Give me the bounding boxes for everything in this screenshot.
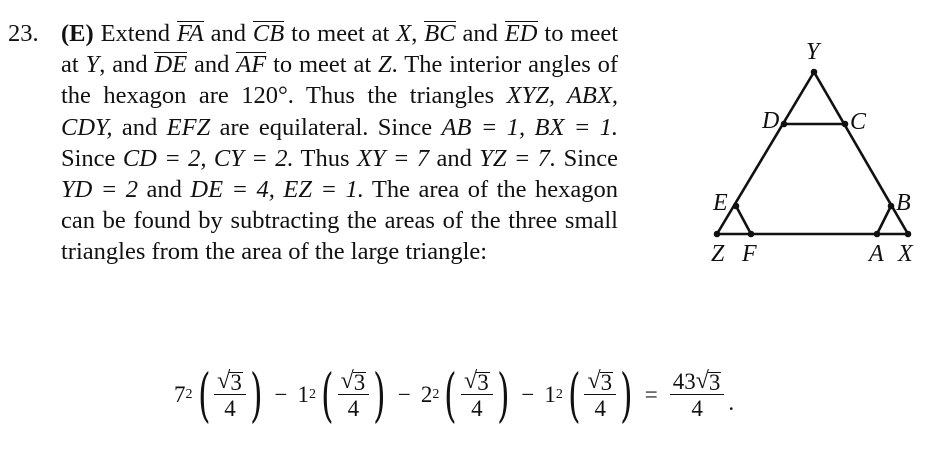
- radicand: 3: [230, 370, 242, 395]
- formula-term-4: [544, 361, 634, 429]
- radicand: 3: [600, 370, 613, 395]
- term-base: 1: [297, 382, 309, 407]
- segment-af: AF: [236, 51, 267, 79]
- text-and: and: [210, 20, 246, 47]
- sqrt-symbol: √: [695, 368, 709, 394]
- triangle-efz: EFZ: [166, 113, 211, 141]
- fraction: [214, 370, 246, 420]
- text-and: and: [462, 20, 498, 47]
- sqrt-symbol: √: [217, 368, 231, 394]
- segment-de: DE: [154, 51, 188, 79]
- text-and: and: [436, 144, 472, 172]
- term-base: 2: [420, 382, 433, 407]
- point-a-dot: [874, 231, 881, 238]
- equation-de: DE = 4, EZ = 1.: [190, 176, 364, 204]
- left-paren: (: [197, 361, 211, 429]
- point-x: X: [396, 20, 412, 47]
- segment-fa: FA: [176, 20, 204, 47]
- equation-yz: YZ = 7.: [479, 144, 557, 172]
- fraction: [584, 370, 616, 420]
- segment-ed: ED: [504, 20, 538, 47]
- result-fraction: [670, 370, 725, 420]
- term-exponent: 2: [432, 387, 440, 402]
- text-meet: to meet at: [291, 20, 390, 47]
- equation-ab: AB = 1, BX = 1.: [441, 113, 619, 141]
- point-y-dot: [811, 69, 818, 76]
- problem-number: 23.: [8, 20, 39, 47]
- label-y: Y: [806, 39, 820, 65]
- solution-paragraph: [8, 18, 618, 268]
- equation-cd: CD = 2, CY = 2.: [122, 144, 294, 172]
- sqrt-symbol: √: [340, 368, 354, 394]
- term-base: 1: [544, 382, 556, 407]
- fraction-denominator: 4: [224, 396, 236, 421]
- formula-term-3: [420, 361, 511, 429]
- minus-sign: −: [397, 382, 411, 407]
- line-e-f: [736, 206, 751, 234]
- fraction-denominator: 4: [471, 396, 483, 421]
- fraction-numerator: [584, 370, 616, 395]
- point-z: Z: [378, 51, 392, 79]
- diagram-points: [714, 69, 912, 238]
- text-thus: Thus: [300, 144, 350, 172]
- radicand: 3: [708, 370, 721, 395]
- hexagon-diagram: [690, 28, 940, 278]
- solution-text: [61, 18, 618, 268]
- result-denominator: 4: [691, 396, 703, 421]
- point-d-dot: [781, 121, 788, 128]
- point-e-dot: [733, 203, 740, 210]
- point-c-dot: [842, 121, 849, 128]
- triangle-list: XYZ, ABX, CDY,: [61, 82, 618, 141]
- equals-sign: =: [644, 382, 658, 407]
- label-c: C: [850, 109, 867, 135]
- left-paren: (: [321, 361, 334, 429]
- text-since: Since: [61, 144, 116, 172]
- label-z: Z: [711, 241, 725, 267]
- label-b: B: [896, 190, 911, 216]
- point-y: Y: [85, 51, 100, 79]
- label-e: E: [713, 190, 728, 216]
- radicand: 3: [477, 370, 489, 395]
- fraction: [338, 370, 370, 420]
- sqrt-symbol: √: [587, 368, 601, 394]
- text-meet: to meet at: [61, 20, 619, 79]
- formula-period: .: [728, 390, 735, 415]
- label-f: F: [742, 241, 757, 267]
- area-formula: [174, 360, 814, 430]
- text-and: , and: [99, 51, 148, 79]
- term-base: 7: [174, 382, 186, 407]
- text-extend: Extend: [100, 20, 170, 47]
- left-paren: (: [444, 361, 457, 429]
- radicand: 3: [353, 370, 366, 395]
- text-sentence: The area of the hexagon can be found by subtracting the areas of the three small triangles from the area of the large triangle:: [61, 176, 619, 266]
- formula-term-2: [297, 361, 387, 429]
- fraction: [461, 370, 493, 420]
- label-x: X: [898, 241, 913, 267]
- diagram-lines: [717, 72, 908, 234]
- text-sentence: are equilateral. Since: [219, 113, 433, 141]
- formula-term-1: [174, 361, 264, 429]
- result-numerator: [670, 370, 725, 395]
- point-f-dot: [748, 231, 755, 238]
- term-exponent: 2: [555, 387, 563, 402]
- result-coefficient: 43: [672, 369, 696, 394]
- term-exponent: 2: [308, 387, 316, 402]
- fraction-denominator: 4: [594, 396, 607, 421]
- equation-yd: YD = 2: [61, 176, 139, 204]
- fraction-numerator: [461, 370, 493, 395]
- left-paren: (: [567, 361, 581, 429]
- text-and: and: [146, 176, 182, 204]
- point-x-dot: [905, 231, 912, 238]
- label-a: A: [869, 241, 884, 267]
- text-comma: ,: [411, 20, 418, 47]
- text-and: and: [194, 51, 230, 79]
- line-x-y: [814, 72, 908, 234]
- label-d: D: [762, 108, 780, 134]
- right-paren: ): [373, 361, 386, 429]
- point-b-dot: [888, 203, 895, 210]
- equation-xy: XY = 7: [356, 144, 430, 172]
- line-b-a: [877, 206, 891, 234]
- text-since: Since: [563, 144, 619, 172]
- segment-bc: BC: [424, 20, 456, 47]
- sqrt-symbol: √: [464, 368, 478, 394]
- right-paren: ): [620, 361, 633, 429]
- fraction-numerator: [214, 370, 246, 395]
- right-paren: ): [249, 361, 263, 429]
- line-z-y: [717, 72, 814, 234]
- text-sentence: . The interior angles of the hexagon are 120°. Thus the triangles: [61, 51, 619, 110]
- minus-sign: −: [274, 382, 288, 407]
- text-and: and: [121, 113, 158, 141]
- fraction-denominator: 4: [347, 396, 360, 421]
- segment-cb: CB: [252, 20, 285, 47]
- text-meet: to meet at: [273, 51, 372, 79]
- fraction-numerator: [338, 370, 370, 395]
- minus-sign: −: [521, 382, 535, 407]
- answer-label: (E): [61, 20, 94, 47]
- point-z-dot: [714, 231, 721, 238]
- term-exponent: 2: [185, 387, 193, 402]
- right-paren: ): [496, 361, 510, 429]
